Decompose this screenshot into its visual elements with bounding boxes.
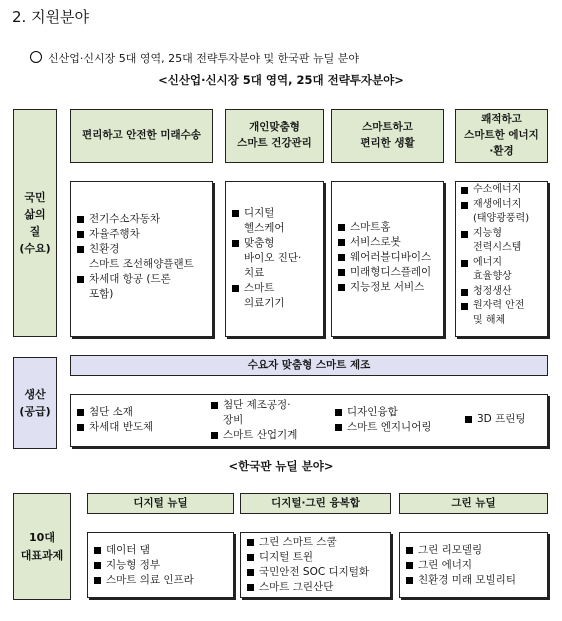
section1-title: <신산업·신시장 5대 영역, 25대 전략투자분야> xyxy=(158,73,404,87)
list-item: 디지털 트윈 xyxy=(245,550,390,565)
quality-header-4: 쾌적하고 스마트한 에너지 ·환경 xyxy=(455,109,548,163)
list-item: 친환경 스마트 조선해양플랜트 xyxy=(75,242,211,272)
list-item: 차세대 반도체 xyxy=(75,420,195,435)
list-item: 디자인융합 xyxy=(333,405,453,420)
list-item: 수소에너지 xyxy=(459,183,547,198)
side-label-quality: 국민 삶의 질 (수요) xyxy=(13,109,57,337)
production-header: 수요자 맞춤형 스마트 제조 xyxy=(70,355,548,376)
list-item: 지능정보 서비스 xyxy=(336,280,442,295)
list-item: 그린 스마트 스쿨 xyxy=(245,535,390,550)
newdeal-box-1 xyxy=(87,532,234,598)
list-item: 차세대 항공 (드론 포함) xyxy=(75,272,211,302)
quality-box-3 xyxy=(331,181,444,337)
list-item: 친환경 미래 모빌리티 xyxy=(404,573,546,588)
list-item: 첨단 소재 xyxy=(75,405,195,420)
newdeal-box-3 xyxy=(399,532,548,598)
list-item: 그린 에너지 xyxy=(404,558,546,573)
list-item: 스마트 산업기계 xyxy=(209,428,329,443)
section2-title: <한국판 뉴딜 분야> xyxy=(228,459,334,473)
list-item: 디지털 헬스케어 xyxy=(230,206,322,236)
list-item: 국민안전 SOC 디지털화 xyxy=(245,565,390,580)
list-item: 스마트 엔지니어링 xyxy=(333,420,453,435)
subline-text: 신산업·신시장 5대 영역, 25대 전략투자분야 및 한국판 뉴딜 분야 xyxy=(48,52,359,65)
list-item: 스마트 그린산단 xyxy=(245,580,390,595)
list-item: 맞춤형 바이오 진단· 치료 xyxy=(230,236,322,281)
newdeal-header-3: 그린 뉴딜 xyxy=(399,493,548,514)
quality-box-4 xyxy=(455,181,548,337)
list-item: 스마트홈 xyxy=(336,220,442,235)
list-item: 웨어러블디바이스 xyxy=(336,250,442,265)
newdeal-header-1: 디지털 뉴딜 xyxy=(87,493,234,514)
quality-header-2: 개인맞춤형 스마트 건강관리 xyxy=(225,109,324,163)
list-item: 미래형디스플레이 xyxy=(336,265,442,280)
list-item: 그린 리모델링 xyxy=(404,543,546,558)
list-item: 스마트 의료기기 xyxy=(230,281,322,311)
side-label-production: 생산 (공급) xyxy=(13,357,57,449)
quality-header-3: 스마트하고 편리한 생활 xyxy=(331,109,444,163)
list-item: 재생에너지 (태양광풍력) xyxy=(459,198,547,227)
production-box xyxy=(70,394,548,447)
list-item: 청정생산 xyxy=(459,285,547,300)
list-item: 원자력 안전 및 해체 xyxy=(459,299,547,328)
list-item: 지능형 전력시스템 xyxy=(459,227,547,256)
list-item: 스마트 의료 인프라 xyxy=(92,573,232,588)
list-item: 3D 프린팅 xyxy=(463,412,543,427)
list-item: 전기수소자동차 xyxy=(75,212,211,227)
quality-header-1: 편리하고 안전한 미래수송 xyxy=(70,109,213,163)
list-item: 첨단 제조공정· 장비 xyxy=(209,398,329,428)
side-label-tasks: 10대 대표과제 xyxy=(13,493,71,600)
quality-box-2 xyxy=(225,181,324,337)
newdeal-header-2: 디지털·그린 융복합 xyxy=(240,493,391,514)
list-item: 자율주행차 xyxy=(75,227,211,242)
newdeal-box-2 xyxy=(240,532,391,598)
section-heading: 2. 지원분야 xyxy=(12,8,90,26)
list-item: 데이터 댐 xyxy=(92,543,232,558)
list-item: 서비스로봇 xyxy=(336,235,442,250)
circle-bullet-icon xyxy=(30,51,42,63)
list-item: 에너지 효율향상 xyxy=(459,256,547,285)
list-item: 지능형 정부 xyxy=(92,558,232,573)
quality-box-1 xyxy=(70,181,213,337)
subline xyxy=(30,50,359,66)
